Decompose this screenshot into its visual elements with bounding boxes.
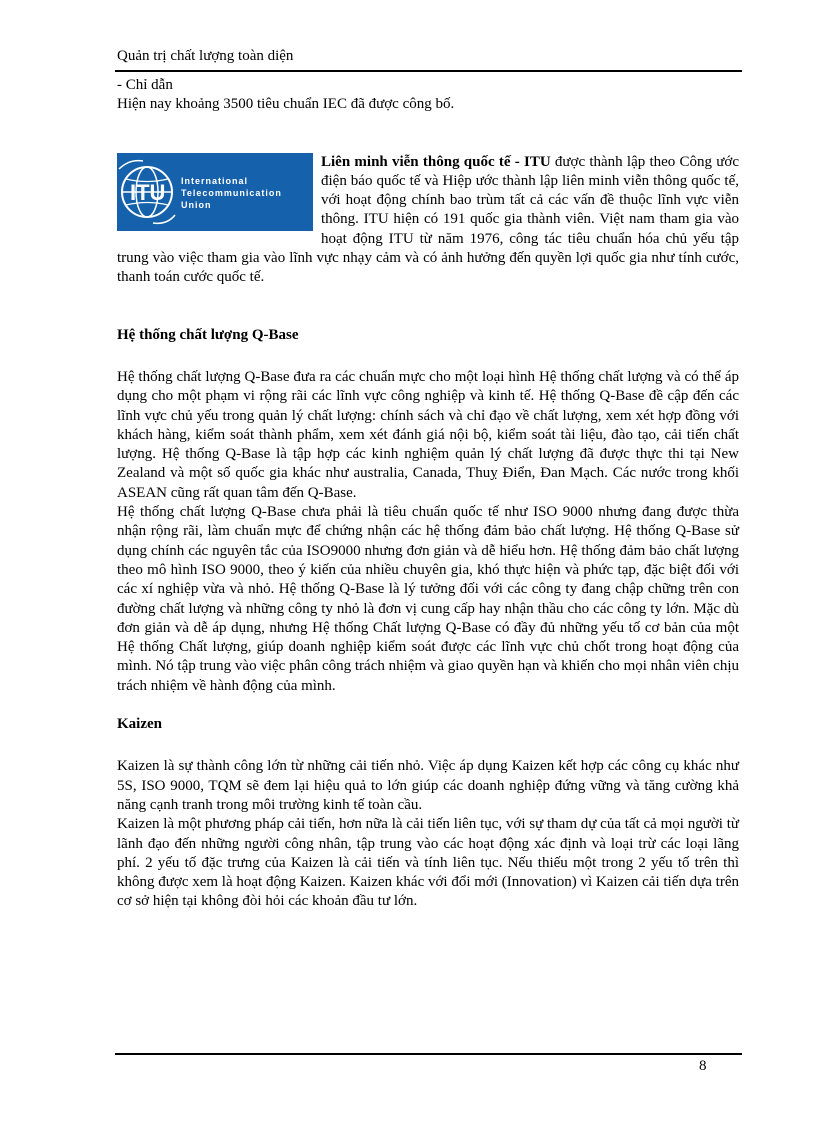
- page-header-title: Quản trị chất lượng toàn diện: [117, 48, 294, 64]
- itu-logo-line-3: Union: [181, 199, 212, 210]
- itu-logo-acronym: ITU: [130, 179, 166, 205]
- intro-line-1: - Chỉ dẫn: [117, 77, 173, 93]
- intro-line-2: Hiện nay khoảng 3500 tiêu chuẩn IEC đã được công bố.: [117, 96, 455, 113]
- itu-logo-line-2: Telecommunication: [181, 187, 282, 198]
- qbase-paragraph-2: Hệ thống chất lượng Q-Base chưa phải là tiêu chuẩn quốc tế như ISO 9000 nhưng đang được thừa nhận rộng rãi, làm chuẩn mực để chứng nhận các hệ thống đảm bảo chất lượng. Hệ thống Q-Base sử dụng chính các nguyên tắc của ISO9000 nhưng đơn giản và dễ hiểu hơn. Hệ thống đảm bảo chất lượng theo mô hình ISO 9000, theo ý kiến của nhiều chuyên gia, khó thực hiện và phức tạp, đặc biệt đối với các xí nghiệp vừa và nhỏ. Hệ thống Q-Base là lý tưởng đối với các công ty đang chập chững trên con đường chất lượng và những công ty nhỏ là đơn vị cung cấp hay nhận thầu cho các công ty lớn. Mặc dù đơn giản và dễ áp dụng, nhưng Hệ thống Chất lượng Q-Base có đầy đủ những yếu tố cơ bản của một Hệ thống Chất lượng, giúp doanh nghiệp kiểm soát được các lĩnh vực chủ chốt trong hoạt động của mình. Nó tập trung vào việc phân công trách nhiệm và giao quyền hạn và khiến cho mọi nhân viên chịu trách nhiệm về hành động của mình.: [117, 504, 739, 694]
- kaizen-heading: Kaizen: [117, 716, 162, 733]
- spacer: [117, 734, 739, 753]
- itu-logo-line-1: International: [181, 175, 249, 186]
- page-number: 8: [699, 1058, 707, 1074]
- kaizen-paragraph-1: Kaizen là sự thành công lớn từ những cải tiến nhỏ. Việc áp dụng Kaizen kết hợp các công cụ khác như 5S, ISO 9000, TQM sẽ đem lại hiệu quả to lớn giúp các doanh nghiệp đứng vững và tăng cường khả năng cạnh tranh trong môi trường kinh tế toàn cầu.: [117, 758, 739, 813]
- qbase-paragraph-1: Hệ thống chất lượng Q-Base đưa ra các chuẩn mực cho một loại hình Hệ thống chất lượng và có thể áp dụng cho một phạm vi rộng rãi các lĩnh vực công nghiệp và kinh tế. Hệ thống Q-Base đề cập đến các lĩnh vực chủ yếu trong quản lý chất lượng: chính sách và chỉ đạo về chất lượng, xem xét hợp đồng với khách hàng, kiểm soát thành phẩm, xem xét đánh giá nội bộ, kiểm soát tài liệu, đào tạo, cải tiến chất lượng. Hệ thống Q-Base là tập hợp các kinh nghiệm quản lý chất lượng đã được thực thi tại New Zealand và một số quốc gia khác như australia, Canada, Thuỵ Điển, Đan Mạch. Các nước trong khối ASEAN cũng rất quan tâm đến Q-Base.: [117, 368, 739, 501]
- spacer: [117, 696, 739, 715]
- spacer: [117, 288, 739, 326]
- footer-rule: [115, 1053, 742, 1055]
- itu-title: Liên minh viễn thông quốc tế - ITU: [321, 153, 551, 170]
- kaizen-paragraph-2: Kaizen là một phương pháp cải tiến, hơn nữa là cải tiến liên tục, với sự tham dự của tất cả mọi người từ lãnh đạo đến những người công nhân, tập trung vào các hoạt động xác định và loại trừ các loại lãng phí. 2 yếu tố đặc trưng của Kaizen là cải tiến và tính liên tục. Nếu thiếu một trong 2 yếu tố trên thì không được xem là hoạt động Kaizen. Kaizen khác với đổi mới (Innovation) vì Kaizen cải tiến dựa trên cơ sở hiện tại không đòi hỏi các khoản đầu tư lớn.: [117, 816, 739, 910]
- document-body: [117, 76, 739, 912]
- itu-globe-logo: [117, 153, 313, 231]
- itu-body: được thành lập theo Công ước điện báo quốc tế và Hiệp ước thành lập liên minh viễn thông quốc tế, với hoạt động chính bao trùm tất cả các vấn đề thuộc lĩnh vực viễn thông. ITU hiện có 191 quốc gia thành viên. Việt nam tham gia vào hoạt động ITU từ năm 1976, công tác tiêu chuẩn hóa chủ yếu tập trung vào việc tham gia vào lĩnh vực nhạy cảm và có ảnh hưởng đến quyền lợi quốc gia như tính cước, thanh toán cước quốc tế.: [117, 153, 739, 286]
- spacer: [117, 115, 739, 153]
- itu-section: [117, 153, 739, 288]
- qbase-heading: Hệ thống chất lượng Q-Base: [117, 326, 299, 343]
- spacer: [117, 345, 739, 364]
- header-rule: [115, 70, 742, 72]
